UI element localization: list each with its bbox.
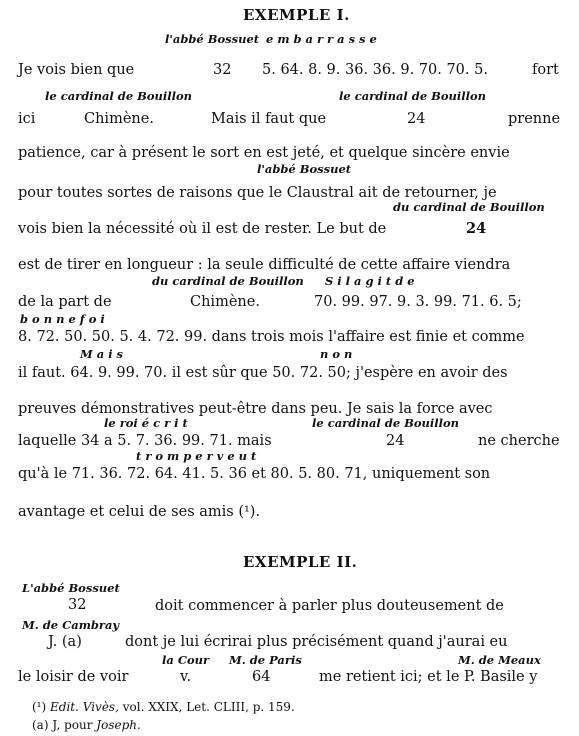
annotation-mais: M a i s [80,347,124,361]
text-line: patience, car à présent le sort en est jeté, et quelque sincère envie [18,145,510,161]
cipher-number: 64 [252,669,271,685]
text-line: avantage et celui de ses amis (¹). [18,504,261,520]
annotation-tromper-veut: t r o m p e r v e u t [136,449,257,463]
text-line: preuves démonstratives peut-être dans peu. Je sais la force avec [18,401,493,417]
annotation-non: n o n [320,347,353,361]
footnote-text: J, pour [52,718,93,732]
cipher-number: 24 [407,111,426,127]
cipher-letter: v. [180,669,192,685]
annotation-le-roi-ecrit: le roi é c r i t [104,416,188,430]
annotation-meaux: M. de Meaux [458,653,541,667]
text-line: est de tirer en longueur : la seule difficulté de cette affaire viendra [18,257,511,273]
text-line: dont je lui écrirai plus précisément quand j'aurai eu [125,634,508,650]
cipher-codes: 70. 99. 97. 9. 3. 99. 71. 6. 5; [314,294,522,310]
annotation-abbe-bossuet: l'abbé Bossuet [257,162,352,176]
footnote-reference: vol. XXIX, Let. CLIII, p. 159. [122,700,295,714]
annotation-cardinal-bouillon: du cardinal de Bouillon [152,274,304,288]
text-line: Je vois bien que [18,62,135,78]
annotation-paris: M. de Paris [229,653,302,667]
annotation-cardinal-bouillon: du cardinal de Bouillon [393,200,545,214]
annotation-sil-agit-de: S i l a g i t d e [325,274,415,288]
annotation-abbe-bossuet: l'abbé Bossuet [165,32,260,46]
text-line: me retient ici; et le P. Basile y [319,669,538,685]
text-line: ici [18,111,36,127]
text-line: laquelle 34 a 5. 7. 36. 99. 71. mais [18,433,272,449]
text-line: doit commencer à parler plus douteusement de [155,598,504,614]
cipher-letter: J. (a) [48,634,82,650]
cipher-number: 32 [68,597,87,613]
cipher-number: 24 [466,220,487,237]
heading-exemple-2: EXEMPLE II. [243,553,358,571]
text-line: Mais il faut que [211,111,327,127]
footnote-edition: Edit. Vivès, [50,700,119,714]
text-line: Chimène. [84,111,154,127]
text-line: prenne [508,111,561,127]
footnote-mark: (¹) [32,700,47,714]
footnote-name: Joseph. [96,718,141,732]
text-line: fort [532,62,559,78]
text-line: de la part de [18,294,112,310]
cipher-codes: 5. 64. 8. 9. 36. 36. 9. 70. 70. 5. [262,62,488,78]
cipher-number: 24 [386,433,405,449]
footnote-mark: (a) [32,718,49,732]
heading-exemple-1: EXEMPLE I. [243,6,350,24]
text-line: Chimène. [190,294,260,310]
annotation-cardinal-bouillon: le cardinal de Bouillon [45,89,193,103]
text-line: 8. 72. 50. 50. 5. 4. 72. 99. dans trois mois l'affaire est finie et comme [18,329,525,345]
cipher-number: 32 [213,62,232,78]
footnote-1 [32,701,295,713]
annotation-cardinal-bouillon: le cardinal de Bouillon [312,416,460,430]
annotation-abbe-bossuet: L'abbé Bossuet [22,581,120,595]
text-line: le loisir de voir [18,669,129,685]
annotation-embarrasse: e m b a r r a s s e [266,32,377,46]
text-line: ne cherche [478,433,560,449]
annotation-cardinal-bouillon: le cardinal de Bouillon [339,89,487,103]
annotation-la-cour: la Cour [162,653,210,667]
annotation-bonne-foi: b o n n e f o i [20,312,105,326]
text-line: qu'à le 71. 36. 72. 64. 41. 5. 36 et 80. 5. 80. 71, uniquement son [18,466,491,482]
text-line: vois bien la nécessité où il est de rester. Le but de [18,221,387,237]
text-line: il faut. 64. 9. 99. 70. il est sûr que 50. 72. 50; j'espère en avoir des [18,365,508,381]
annotation-cambray: M. de Cambray [22,618,120,632]
footnote-2 [32,719,141,731]
text-line: pour toutes sortes de raisons que le Claustral ait de retourner, je [18,185,497,201]
